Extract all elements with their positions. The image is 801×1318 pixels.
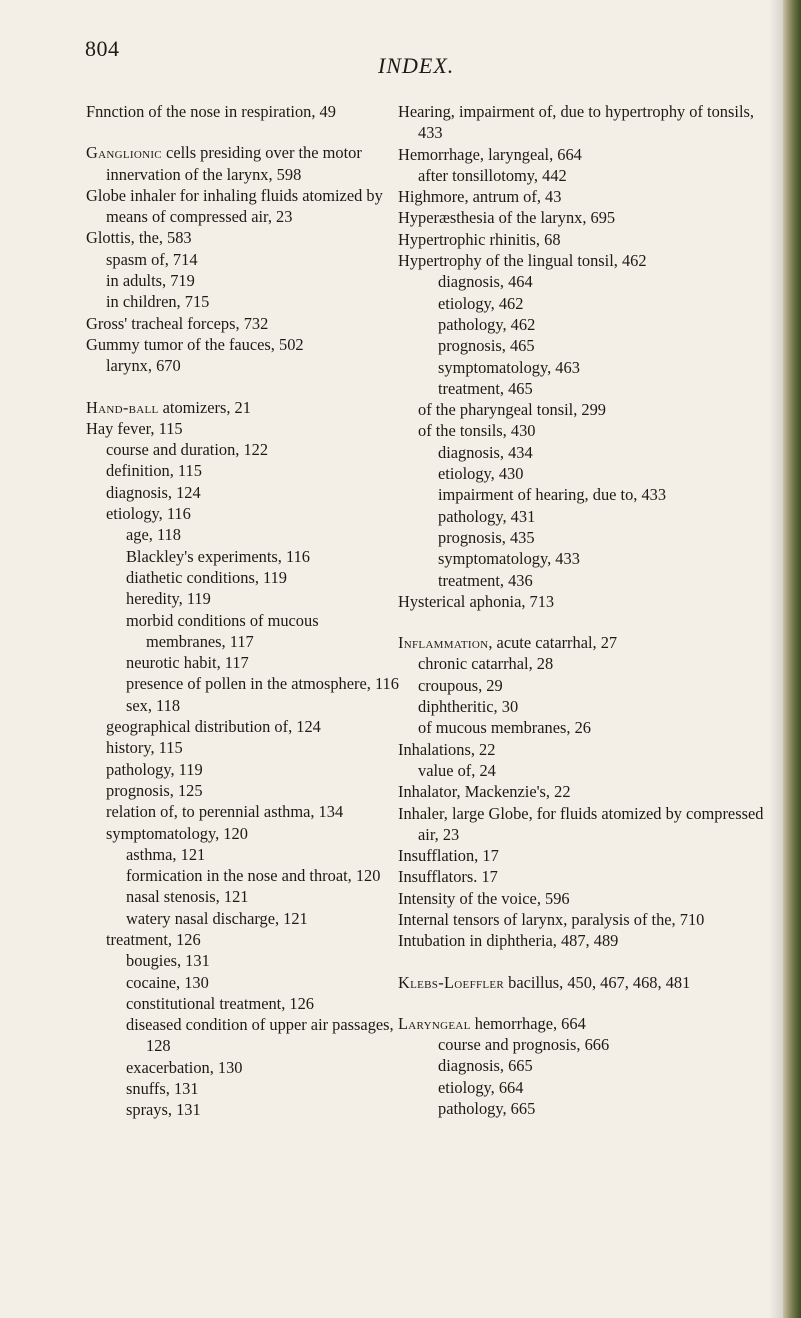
- index-entry: [86, 227, 402, 248]
- entry-text: Internal tensors of larynx, paralysis of the, 710: [398, 909, 705, 929]
- entry-text: symptomatology, 433: [438, 549, 580, 569]
- entry-text: Blackley's experiments, 116: [126, 546, 310, 566]
- index-subentry: [398, 165, 768, 186]
- index-subentry: [86, 673, 402, 694]
- entry-text: Highmore, antrum of, 43: [398, 187, 562, 207]
- index-subentry: [86, 950, 402, 971]
- section-gap: [398, 952, 768, 972]
- index-subentry: [398, 1055, 768, 1076]
- index-subentry: [398, 653, 768, 674]
- entry-text: Hysterical aphonia, 713: [398, 591, 555, 611]
- index-subentry: [398, 760, 768, 781]
- section-lead-word: Hand-ball: [86, 397, 159, 417]
- index-subentry: [398, 675, 768, 696]
- index-entry: [398, 972, 768, 993]
- entry-text: treatment, 436: [438, 570, 533, 590]
- entry-text: neurotic habit, 117: [126, 653, 249, 673]
- section-gap: [86, 122, 402, 142]
- index-entry: [398, 144, 768, 165]
- entry-text: prognosis, 125: [106, 780, 203, 800]
- entry-text: watery nasal discharge, 121: [126, 908, 308, 928]
- entry-text: diathetic conditions, 119: [126, 567, 287, 587]
- index-subentry: [398, 463, 768, 484]
- index-subentry: [86, 929, 402, 950]
- entry-text: larynx, 670: [106, 356, 181, 376]
- index-subentry: [398, 1098, 768, 1119]
- index-subentry: [86, 886, 402, 907]
- entry-text: Intensity of the voice, 596: [398, 888, 570, 908]
- index-entry: [86, 101, 402, 122]
- entry-text: treatment, 126: [106, 929, 201, 949]
- index-entry: [398, 866, 768, 887]
- index-entry: [398, 229, 768, 250]
- index-subentry: [398, 1034, 768, 1055]
- entry-text: diagnosis, 464: [438, 272, 533, 292]
- entry-text: cocaine, 130: [126, 972, 209, 992]
- index-entry: [398, 739, 768, 760]
- index-subentry: [398, 696, 768, 717]
- entry-text: relation of, to perennial asthma, 134: [106, 802, 344, 822]
- entry-text: Inhalations, 22: [398, 739, 496, 759]
- index-entry: [398, 888, 768, 909]
- entry-text: after tonsillotomy, 442: [418, 165, 567, 185]
- index-entry: [398, 803, 768, 846]
- entry-text: Glottis, the, 583: [86, 228, 192, 248]
- index-subentry: [398, 357, 768, 378]
- entry-text: cells presiding over the motor innervation of the larynx, 598: [106, 143, 362, 184]
- index-subentry: [86, 503, 402, 524]
- index-subentry: [86, 270, 402, 291]
- index-entry: [398, 207, 768, 228]
- index-entry: [86, 418, 402, 439]
- entry-text: symptomatology, 120: [106, 823, 248, 843]
- entry-text: Hay fever, 115: [86, 418, 183, 438]
- index-subentry: [398, 548, 768, 569]
- entry-text: of the tonsils, 430: [418, 421, 536, 441]
- index-subentry: [86, 1099, 402, 1120]
- binding-shadow: [769, 0, 783, 1318]
- entry-text: definition, 115: [106, 461, 202, 481]
- entry-text: Insufflation, 17: [398, 846, 499, 866]
- index-subentry: [398, 335, 768, 356]
- entry-text: sprays, 131: [126, 1100, 201, 1120]
- index-subentry: [398, 378, 768, 399]
- entry-text: symptomatology, 463: [438, 357, 580, 377]
- entry-text: diseased condition of upper air passages, 128: [126, 1015, 394, 1056]
- entry-text: Inhalator, Mackenzie's, 22: [398, 782, 571, 802]
- entry-text: bougies, 131: [126, 951, 210, 971]
- index-subentry: [86, 823, 402, 844]
- index-entry: [86, 185, 402, 228]
- entry-text: treatment, 465: [438, 378, 533, 398]
- entry-text: pathology, 431: [438, 506, 536, 526]
- entry-text: diagnosis, 665: [438, 1056, 533, 1076]
- index-subentry: [398, 293, 768, 314]
- entry-text: Insufflators. 17: [398, 867, 498, 887]
- index-subentry: [86, 993, 402, 1014]
- entry-text: etiology, 116: [106, 504, 191, 524]
- index-entry: [398, 101, 768, 144]
- index-subentry: [86, 439, 402, 460]
- index-subentry: [86, 546, 402, 567]
- entry-text: Hemorrhage, laryngeal, 664: [398, 144, 582, 164]
- index-subentry: [86, 610, 402, 653]
- index-subentry: [86, 1014, 402, 1057]
- index-subentry: [86, 524, 402, 545]
- entry-text: Gross' tracheal forceps, 732: [86, 313, 269, 333]
- entry-text: formication in the nose and throat, 120: [126, 866, 381, 886]
- entry-text: asthma, 121: [126, 844, 206, 864]
- index-subentry: [86, 567, 402, 588]
- entry-text: Hearing, impairment of, due to hypertrophy of tonsils, 433: [398, 102, 754, 143]
- entry-text: Hyperæsthesia of the larynx, 695: [398, 208, 616, 228]
- entry-text: snuffs, 131: [126, 1079, 199, 1099]
- index-subentry: [398, 717, 768, 738]
- index-entry: [398, 781, 768, 802]
- index-subentry: [398, 570, 768, 591]
- index-entry: [398, 1013, 768, 1034]
- index-subentry: [86, 1057, 402, 1078]
- index-subentry: [86, 1078, 402, 1099]
- entry-text: etiology, 462: [438, 293, 524, 313]
- index-subentry: [86, 460, 402, 481]
- entry-text: pathology, 119: [106, 759, 203, 779]
- index-entry: [86, 397, 402, 418]
- entry-text: pathology, 462: [438, 314, 536, 334]
- entry-text: Intubation in diphtheria, 487, 489: [398, 931, 619, 951]
- index-subentry: [86, 695, 402, 716]
- section-lead-word: Klebs-Loeffler: [398, 972, 505, 992]
- index-subentry: [86, 780, 402, 801]
- entry-text: spasm of, 714: [106, 249, 198, 269]
- index-entry: [86, 334, 402, 355]
- entry-text: presence of pollen in the atmosphere, 116: [126, 674, 399, 694]
- entry-text: atomizers, 21: [158, 397, 251, 417]
- entry-text: course and duration, 122: [106, 440, 269, 460]
- index-subentry: [86, 588, 402, 609]
- entry-text: etiology, 430: [438, 464, 524, 484]
- section-gap: [86, 377, 402, 397]
- entry-text: Hypertrophy of the lingual tonsil, 462: [398, 251, 647, 271]
- index-entry: [398, 632, 768, 653]
- index-subentry: [86, 737, 402, 758]
- index-subentry: [86, 291, 402, 312]
- entry-text: of the pharyngeal tonsil, 299: [418, 400, 606, 420]
- entry-text: history, 115: [106, 738, 183, 758]
- entry-text: Fnnction of the nose in respiration, 49: [86, 102, 336, 121]
- index-subentry: [398, 314, 768, 335]
- section-lead-word: Laryngeal: [398, 1013, 471, 1033]
- index-subentry: [86, 908, 402, 929]
- running-head-title: INDEX.: [378, 53, 455, 78]
- index-subentry: [398, 399, 768, 420]
- entry-text: diphtheritic, 30: [418, 697, 519, 717]
- index-subentry: [86, 355, 402, 376]
- entry-text: pathology, 665: [438, 1099, 536, 1119]
- entry-text: Inhaler, large Globe, for fluids atomized by compressed air, 23: [398, 803, 764, 844]
- index-entry: [398, 250, 768, 271]
- index-subentry: [398, 527, 768, 548]
- section-lead-word: Ganglionic: [86, 143, 162, 163]
- index-subentry: [398, 442, 768, 463]
- entry-text: impairment of hearing, due to, 433: [438, 485, 667, 505]
- index-subentry: [86, 652, 402, 673]
- index-entry: [398, 591, 768, 612]
- entry-text: Hypertrophic rhinitis, 68: [398, 229, 561, 249]
- section-gap: [398, 993, 768, 1013]
- index-subentry: [86, 482, 402, 503]
- page-number: 804: [85, 36, 120, 61]
- entry-text: bacillus, 450, 467, 468, 481: [504, 972, 691, 992]
- entry-text: geographical distribution of, 124: [106, 717, 321, 737]
- entry-text: Globe inhaler for inhaling fluids atomized by means of compressed air, 23: [86, 185, 383, 227]
- entry-text: constitutional treatment, 126: [126, 993, 314, 1013]
- entry-text: age, 118: [126, 525, 181, 545]
- index-subentry: [398, 271, 768, 292]
- entry-text: in children, 715: [106, 292, 210, 312]
- index-subentry: [86, 865, 402, 886]
- index-column-left: [86, 101, 402, 1121]
- entry-text: , acute catarrhal, 27: [488, 633, 618, 653]
- index-subentry: [86, 249, 402, 270]
- index-subentry: [86, 801, 402, 822]
- index-entry: [398, 186, 768, 207]
- entry-text: sex, 118: [126, 695, 181, 715]
- index-subentry: [86, 972, 402, 993]
- section-lead-word: Inflammation: [398, 633, 489, 653]
- index-subentry: [398, 1077, 768, 1098]
- entry-text: value of, 24: [418, 760, 496, 780]
- entry-text: morbid conditions of mucous membranes, 117: [126, 610, 319, 651]
- entry-text: course and prognosis, 666: [438, 1035, 610, 1055]
- entry-text: heredity, 119: [126, 589, 211, 609]
- index-subentry: [398, 506, 768, 527]
- entry-text: Gummy tumor of the fauces, 502: [86, 334, 304, 354]
- section-gap: [398, 612, 768, 632]
- index-entry: [86, 313, 402, 334]
- entry-text: nasal stenosis, 121: [126, 887, 249, 907]
- index-column-right: [398, 101, 768, 1119]
- entry-text: in adults, 719: [106, 271, 195, 291]
- index-entry: [398, 845, 768, 866]
- index-subentry: [86, 759, 402, 780]
- entry-text: etiology, 664: [438, 1077, 524, 1097]
- index-entry: [398, 909, 768, 930]
- index-subentry: [398, 484, 768, 505]
- entry-text: chronic catarrhal, 28: [418, 654, 554, 674]
- index-entry: [398, 930, 768, 951]
- index-subentry: [86, 844, 402, 865]
- entry-text: prognosis, 435: [438, 527, 535, 547]
- index-subentry: [86, 716, 402, 737]
- index-subentry: [398, 420, 768, 441]
- entry-text: diagnosis, 434: [438, 442, 533, 462]
- book-binding-edge: [783, 0, 801, 1318]
- entry-text: exacerbation, 130: [126, 1057, 243, 1077]
- entry-text: hemorrhage, 664: [470, 1013, 586, 1033]
- index-entry: [86, 142, 402, 185]
- entry-text: of mucous membranes, 26: [418, 718, 591, 738]
- entry-text: croupous, 29: [418, 675, 503, 695]
- entry-text: diagnosis, 124: [106, 482, 201, 502]
- entry-text: prognosis, 465: [438, 336, 535, 356]
